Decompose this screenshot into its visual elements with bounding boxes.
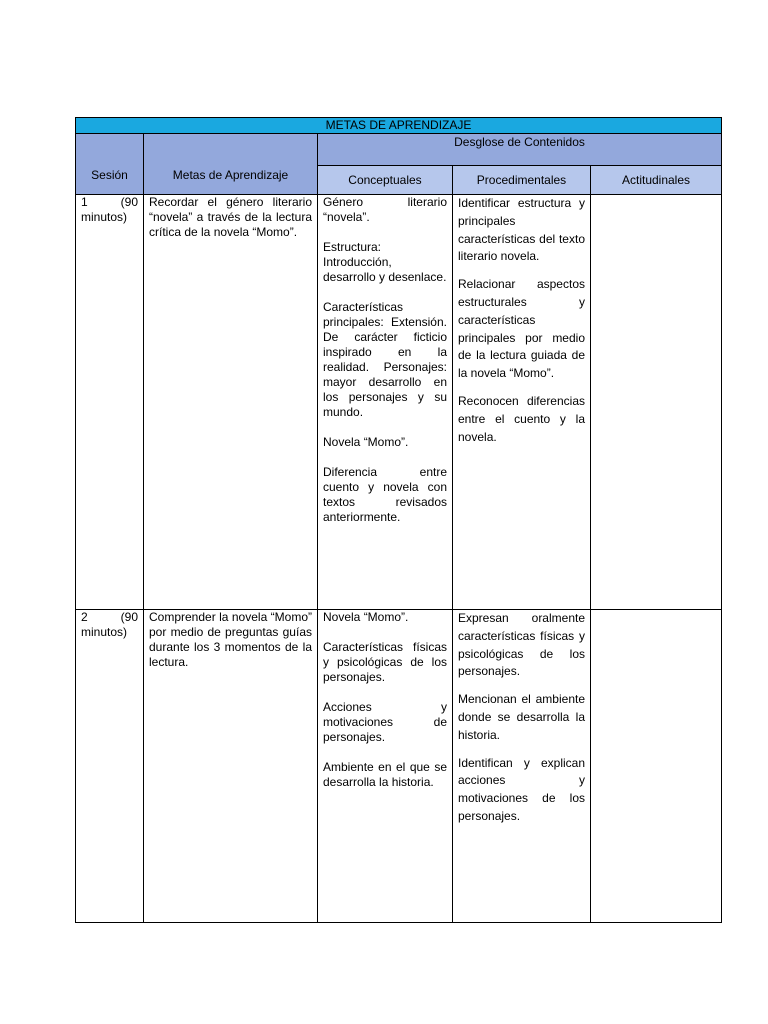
procedural-item: Identifican y explican acciones y motivaciones de los personajes. <box>458 755 585 823</box>
session-cell: 2 (90 minutos) <box>76 610 144 923</box>
header-procedural: Procedimentales <box>453 166 591 195</box>
conceptual-item: Género literario “novela”. <box>323 195 447 224</box>
goal-cell: Recordar el género literario “novela” a través de la lectura crítica de la novela “Momo”. <box>144 195 318 610</box>
conceptual-item: Estructura: Introducción, desarrollo y desenlace. <box>323 240 447 284</box>
conceptual-item: Diferencia entre cuento y novela con textos revisados anteriormente. <box>323 465 447 524</box>
procedural-cell <box>453 195 591 610</box>
attitudinal-cell <box>591 195 722 610</box>
conceptual-item: Características principales: Extensión. De carácter ficticio inspirado en la realidad. Personajes: mayor desarrollo en los personajes y su mundo. <box>323 300 447 419</box>
conceptual-item: Características físicas y psicológicas de los personajes. <box>323 640 447 684</box>
conceptual-cell <box>318 195 453 610</box>
procedural-item: Identificar estructura y principales características del texto literario novela. <box>458 196 585 264</box>
table-title: METAS DE APRENDIZAJE <box>76 118 722 134</box>
conceptual-cell <box>318 610 453 923</box>
conceptual-item: Acciones y motivaciones de personajes. <box>323 700 447 744</box>
attitudinal-cell <box>591 610 722 923</box>
header-conceptual: Conceptuales <box>318 166 453 195</box>
session-cell: 1 (90 minutos) <box>76 195 144 610</box>
header-breakdown: Desglose de Contenidos <box>318 134 722 166</box>
goal-cell: Comprender la novela “Momo” por medio de preguntas guías durante los 3 momentos de la lectura. <box>144 610 318 923</box>
procedural-item: Relacionar aspectos estructurales y características principales por medio de la lectura guiada de la novela “Momo”. <box>458 277 585 381</box>
procedural-item: Expresan oralmente características físicas y psicológicas de los personajes. <box>458 611 585 679</box>
procedural-item: Reconocen diferencias entre el cuento y la novela. <box>458 393 585 444</box>
procedural-item: Mencionan el ambiente donde se desarrolla la historia. <box>458 692 585 742</box>
header-attitudinal: Actitudinales <box>591 166 722 195</box>
header-session: Sesión <box>76 134 144 195</box>
header-goals: Metas de Aprendizaje <box>144 134 318 195</box>
conceptual-item: Novela “Momo”. <box>323 610 409 624</box>
conceptual-item: Novela “Momo”. <box>323 435 409 449</box>
learning-goals-table <box>75 117 722 923</box>
table-row <box>76 195 722 610</box>
conceptual-item: Ambiente en el que se desarrolla la historia. <box>323 760 447 789</box>
table-row <box>76 610 722 923</box>
procedural-cell <box>453 610 591 923</box>
